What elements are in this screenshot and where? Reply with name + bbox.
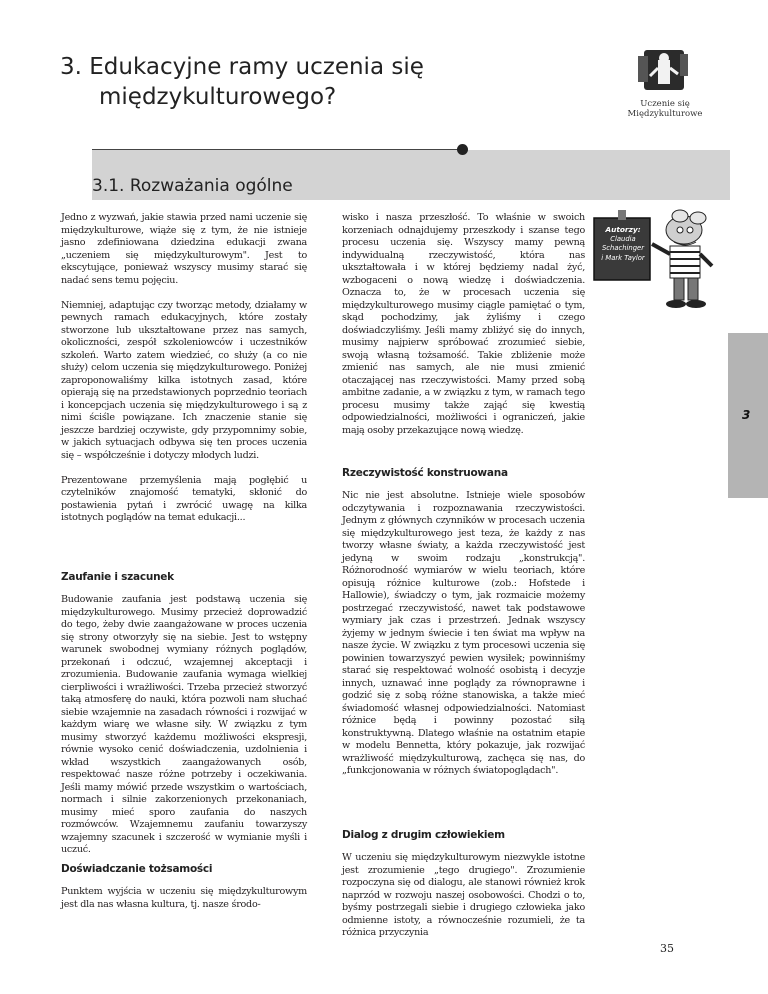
divider-line (92, 149, 462, 150)
reality-paragraph: Nic nie jest absolutne. Istnieje wiele sposobów odczytywania i rozpoznawania rzeczywistości. Jednym z głównych czynników w procesach uczenia się międzykulturowego jest teza, że każdy z nas tworzy własne światy, a każda rzeczywistość jest jedyną w swoim rodzaju „konstrukcją". Różnorodność wymiarów w wielu teoriach, które opisują różnice kulturowe (zob.: Hofstede i Hallowie), świadczy o tym, jak rozmaicie możemy postrzegać rzeczywistość, nawet tak podstawowe wymiary jak czas i przestrzeń. Jednak wszyscy żyjemy w jednym świecie i ten świat ma wpływ na nasze życie. W związku z tym procesowi uczenia się powinien towarzyszyć pewien wysiłek; powinniśmy starać się respektować wolność osobistą i decyzje innych, uznawać inne poglądy za równoprawne i godzić się z sobą różne stanowiska, a także mieć świadomość własnej odpowiedzialności. Natomiast różnice będą i powinny pozostać siłą konstruktywną. Dlatego właśnie na ostatnim etapie w modelu Bennetta, który pokazuje, jak rozwijać wrażliwość międzykulturową, zachęca się nas, do „funkcjonowania w różnych światopoglądach". (342, 490, 585, 776)
identity-section (61, 862, 307, 911)
trust-paragraph: Budowanie zaufania jest podstawą uczenia się międzykulturowego. Musimy przecież doprowadzić do tego, żeby dwie zaangażowane w proces uczenia się strony otworzyły się na siebie. Jest to wstępny warunek swobodnej wymiany różnych poglądów, przekonań i odczuć, wzajemnej akceptacji i zrozumienia. Budowanie zaufania wymaga wielkiej cierpliwości i wrażliwości. Trzeba przecież stworzyć taką atmosferę do nauki, która pozwoli nam słuchać siebie wzajemnie na zasadach równości i rozwijać w każdym wiarę we własne siły. W związku z tym musimy stworzyć każdemu możliwości ekspresji, równie wysoko cenić doświadczenia, uzdolnienia i wkład wszystkich zaangażowanych osób, respektować nasze różne potrzeby i oczekiwania. Jeśli mamy mówić przede wszystkim o wartościach, normach i silnie zakorzenionych przekonaniach, musimy mieć sporo zaufania do naszych rozmówców. Wzajemnemu zaufaniu towarzyszy wzajemny szacunek i szczerość w wymianie myśli i uczuć. (61, 594, 307, 855)
authors-box (596, 225, 650, 263)
page-number: 35 (660, 942, 674, 955)
intro-paragraph: Prezentowane przemyślenia mają pogłębić u czytelników znajomość tematyki, skłonić do postawienia pytań i zwrócić uwagę na kilka istotnych poglądów na temat edukacji... (61, 474, 307, 523)
subheading-identity: Doświadczanie tożsamości (61, 863, 213, 875)
section-title: 3.1. Rozważania ogólne (92, 176, 293, 196)
author-name: Claudia (610, 234, 636, 243)
intro-paragraph: Jedno z wyzwań, jakie stawia przed nami uczenie się międzykulturowe, wiąże się z tym, że nie istnieje jasno zdefiniowana dziedzina edukacji zwana „uczeniem się międzykulturowym". Jest to ekscytujące, ponieważ wszyscy musimy starać się nadać sens temu pojęciu. (61, 212, 307, 286)
logo-caption-line2: Międzykulturowe (627, 109, 703, 119)
subheading-reality: Rzeczywistość konstruowana (342, 467, 508, 479)
right-column-top (342, 212, 585, 437)
chapter-title-line1: 3. Edukacyjne ramy uczenia się (60, 54, 424, 80)
authors-label: Autorzy: (605, 225, 641, 234)
intro-paragraph: Niemniej, adaptując czy tworząc metody, działamy w pewnych ramach edukacyjnych, które zostały stworzone lub ukształtowane przez nas samych, okoliczności, zespół szkoleniowców i uczestników szkoleń. Warto zatem wiedzieć, co służy (a co nie służy) celom uczenia się międzykulturowego. Poniżej zaproponowaliśmy kilka istotnych zasad, które opierają się na przedstawionych poprzednio teoriach i koncepcjach uczenia się międzykulturowego i są z nimi ściśle powiązane. Ich znaczenie stanie się jeszcze bardziej oczywiste, gdy przypomnimy sobie, w jakich sytuacjach odbywa się ten proces uczenia się – współcześnie i dotyczy młodych ludzi. (61, 299, 307, 461)
identity-paragraph: Punktem wyjścia w uczeniu się międzykulturowym jest dla nas własna kultura, tj. nasze środo- (61, 886, 307, 910)
subheading-trust: Zaufanie i szacunek (61, 571, 174, 583)
intercultural-learning-logo-icon (636, 48, 690, 94)
dialogue-paragraph: W uczeniu się międzykulturowym niezwykle istotne jest zrozumienie „tego drugiego". Zrozumienie rozpoczyna się od dialogu, ale stanowi również krok naprzód w rozwoju naszej osobowości. Chodzi o to, byśmy postrzegali siebie i drugiego człowieka jako odmienne istoty, a równocześnie rozumieli, że ta różnica przyczynia (342, 852, 585, 938)
chapter-title-line2: międzykulturowego? (99, 84, 337, 110)
chapter-title (60, 52, 520, 112)
divider-dot-icon (457, 144, 468, 155)
reality-section (342, 466, 585, 778)
author-name: i Mark Taylor (601, 253, 645, 262)
logo-caption (600, 99, 730, 119)
trust-section (61, 570, 307, 857)
subheading-dialogue: Dialog z drugim człowiekiem (342, 829, 505, 841)
identity-continuation-paragraph: wisko i nasza przeszłość. To właśnie w swoich korzeniach odnajdujemy przeszkody i szanse tego procesu uczenia się. Wszyscy mamy pewną indywidualną rzeczywistość, która nas ukształtowała i w której będziemy nadal żyć, wzbogaceni o nową wiedzę i doświadczenia. Oznacza to, że w procesach uczenia się międzykulturowego musimy ciągle pamiętać o tym, skąd pochodzimy, jak żyliśmy i czego doświadczyliśmy. Jeśli mamy zbliżyć się do innych, musimy najpierw spróbować zrozumieć siebie, swoją własną tożsamość. Takie zbliżenie może zmienić nas samych, ale nie musi zmienić otaczającej nas rzeczywistości. Mamy przed sobą ambitne zadanie, a w związku z tym, w ramach tego procesu musimy także zająć się kwestią odpowiedzialności, możliwości i ograniczeń, jakie mają osoby przekazujące nową wiedzę. (342, 212, 585, 436)
left-column (61, 212, 307, 525)
chapter-side-tab-number: 3 (742, 408, 751, 422)
author-name: Schachinger (601, 244, 645, 252)
dialogue-section (342, 828, 585, 940)
logo-caption-line1: Uczenie się (640, 99, 690, 109)
